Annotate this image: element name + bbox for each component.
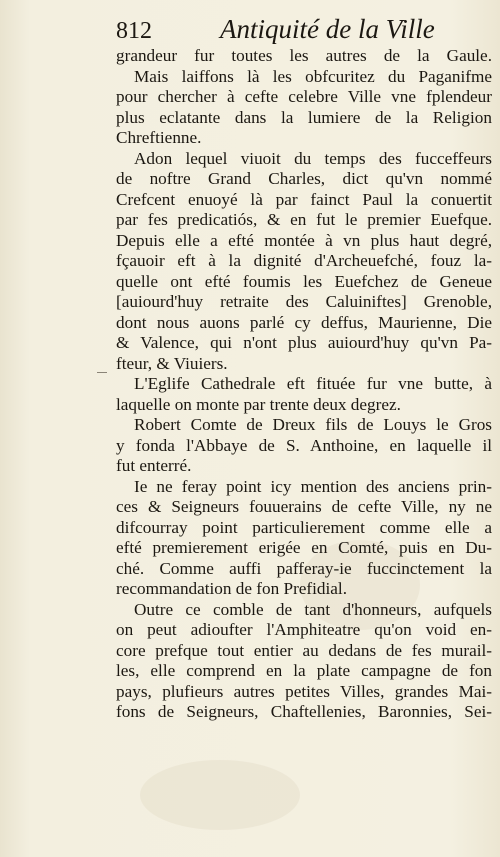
text-line: laquelle on monte par trente deux degrez. xyxy=(116,394,401,414)
text-line: fons de Seigneurs, Chaftellenies, Baronnies, Sei- xyxy=(116,702,492,721)
text-line: on peut adioufter l'Amphiteatre qu'on void en- xyxy=(116,620,492,639)
text-line: Mais laiffons là les obfcuritez du Paganifme xyxy=(134,66,492,86)
text-line: Robert Comte de Dreux fils de Louys le Gros xyxy=(134,415,492,434)
text-line: les, elle comprend en la plate campagne de fon xyxy=(116,661,492,680)
text-line: ces & Seigneurs fouuerains de cefte Ville, ny ne xyxy=(116,497,492,516)
margin-mark xyxy=(97,372,107,373)
text-line: quelle ont efté foumis les Euefchez de Geneue xyxy=(116,271,492,291)
text-line: Ie ne feray point icy mention des anciens prin- xyxy=(134,476,492,496)
text-line: pays, plufieurs autres petites Villes, grandes Mai- xyxy=(116,681,492,701)
text-line: core prefque tout entier au dedans de fes murail- xyxy=(116,640,492,660)
text-line: Depuis elle a efté montée à vn plus haut degré, xyxy=(116,230,492,250)
text-line: de noftre Grand Charles, dict qu'vn nommé xyxy=(116,169,492,188)
text-line: Crefcent enuoyé là par fainct Paul la conuertit xyxy=(116,189,492,209)
text-line: & Valence, qui n'ont plus auiourd'huy qu'vn Pa- xyxy=(116,333,492,352)
text-line: [auiourd'huy retraite des Caluiniftes] Grenoble, xyxy=(116,292,492,311)
text-line: fteur, & Viuiers. xyxy=(116,353,228,373)
page-number: 812 xyxy=(116,18,152,44)
text-line: pour chercher à cefte celebre Ville vne fplendeur xyxy=(116,87,492,106)
paper-stain xyxy=(140,760,300,830)
text-line: recommandation de fon Prefidial. xyxy=(116,579,347,598)
text-line: Adon lequel viuoit du temps des fucceffeurs xyxy=(134,148,492,168)
running-title: Antiquité de la Ville xyxy=(220,14,435,44)
text-line: grandeur fur toutes les autres de la Gaule. xyxy=(116,46,492,65)
text-line: dont nous auons parlé cy deffus, Maurienne, Die xyxy=(116,312,492,332)
text-line: y fonda l'Abbaye de S. Anthoine, en laquelle il xyxy=(116,435,492,455)
text-line: ché. Comme auffi pafferay-ie fuccinctement la xyxy=(116,558,492,578)
text-line: Chreftienne. xyxy=(116,128,202,147)
text-line: plus eclatante dans la lumiere de la Religion xyxy=(116,107,492,127)
text-line: Outre ce comble de tant d'honneurs, aufquels xyxy=(134,599,492,619)
text-line: difcourray point particulierement comme elle a xyxy=(116,517,492,537)
text-line: L'Eglife Cathedrale eft fituée fur vne butte, à xyxy=(134,374,492,393)
text-line: fçauoir eft à la dignité d'Archeuefché, fouz la- xyxy=(116,251,492,270)
text-line: par fes predicatiós, & en fut le premier Euefque. xyxy=(116,210,492,229)
page-header xyxy=(116,14,436,46)
text-line: fut enterré. xyxy=(116,456,192,475)
text-line: efté premierement erigée en Comté, puis en Du- xyxy=(116,538,492,557)
body-text xyxy=(116,46,492,723)
